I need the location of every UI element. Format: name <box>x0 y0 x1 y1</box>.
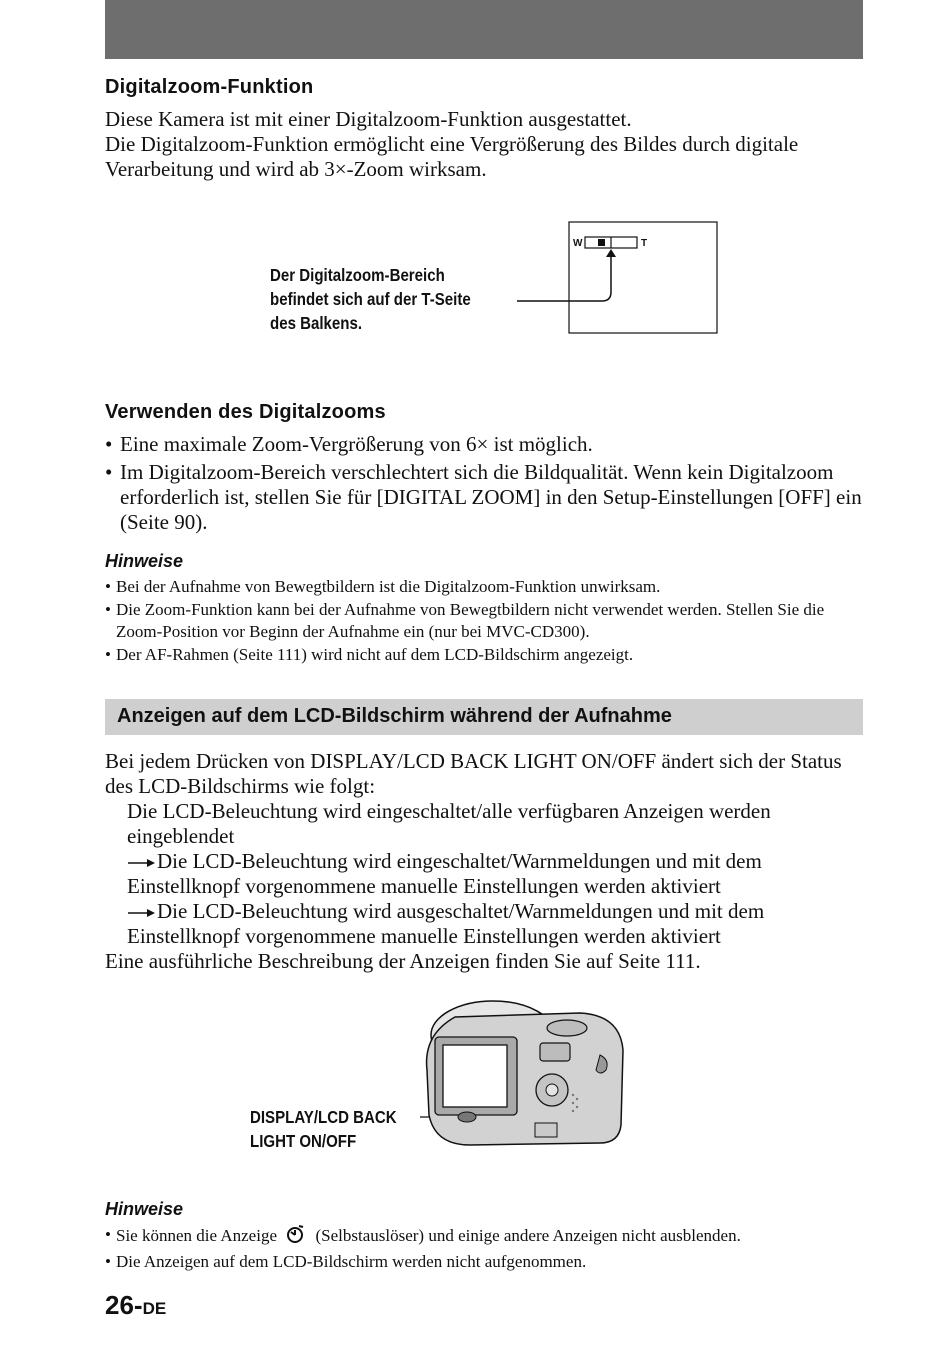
display-step-2 <box>105 849 865 899</box>
note-item: • Bei der Aufnahme von Bewegtbildern ist die Digitalzoom-Funktion unwirksam. <box>105 576 865 599</box>
note-item: • Die Anzeigen auf dem LCD-Bildschirm werden nicht aufgenommen. <box>105 1251 865 1274</box>
viewfinder <box>540 1043 570 1061</box>
section-band <box>105 699 863 735</box>
control-pad-center <box>546 1084 558 1096</box>
display-step-3 <box>105 899 865 949</box>
display-button-callout <box>250 1105 397 1153</box>
list-item: • Im Digitalzoom-Bereich verschlechtert sich die Bildqualität. Wenn kein Digitalzoom erforderlich ist, stellen Sie für [DIGITAL ZOOM] in den Setup-Einstellungen [OFF] ein (Seite 90). <box>105 460 865 535</box>
camera-illustration <box>415 995 630 1150</box>
notes-title: Hinweise <box>105 1199 184 1219</box>
arrow-right-icon <box>127 899 157 924</box>
outro-paragraph: Eine ausführliche Beschreibung der Anzeigen finden Sie auf Seite 111. <box>105 949 701 973</box>
section-heading-verwenden: Verwenden des Digitalzooms <box>105 401 386 423</box>
section-heading-lcd-anzeigen: Anzeigen auf dem LCD-Bildschirm während der Aufnahme <box>117 705 672 727</box>
self-timer-icon <box>285 1224 307 1251</box>
page-number-value: 26- <box>105 1290 143 1320</box>
step-text: Die LCD-Beleuchtung wird eingeschaltet/Warnmeldungen und mit dem Einstellknopf vorgenommene manuelle Einstellungen werden aktiviert <box>127 849 762 898</box>
language-code: DE <box>142 1299 167 1318</box>
paragraph-line: Die Digitalzoom-Funktion ermöglicht eine Vergrößerung des Bildes durch digitale <box>105 132 799 156</box>
zoom-w-label: W <box>573 238 583 249</box>
callout-line: befindet sich auf der T-Seite <box>270 289 471 309</box>
paragraph-line: Verarbeitung und wird ab 3×-Zoom wirksam. <box>105 157 487 181</box>
display-step-1: Die LCD-Beleuchtung wird eingeschaltet/alle verfügbaren Anzeigen werden eingeblendet <box>127 799 771 848</box>
lcd-display-description <box>105 749 865 974</box>
arrow-right-icon <box>127 849 157 874</box>
note-item: • Die Zoom-Funktion kann bei der Aufnahme von Bewegtbildern nicht verwendet werden. Stellen Sie die Zoom-Position vor Beginn der Aufnahme ein (nur bei MVC-CD300). <box>105 599 865 644</box>
lcd-screen <box>443 1045 507 1107</box>
digitalzoom-callout <box>270 263 471 335</box>
note-text: Sie können die Anzeige <box>116 1226 277 1245</box>
step-text: Die LCD-Beleuchtung wird ausgeschaltet/Warnmeldungen und mit dem Einstellknopf vorgenommene manuelle Einstellungen werden aktiviert <box>127 899 765 948</box>
notes-list <box>105 576 865 666</box>
digitalzoom-bullet-list <box>105 432 865 538</box>
card-door <box>535 1123 557 1137</box>
display-button <box>458 1112 476 1122</box>
note-text: (Selbstauslöser) und einige andere Anzeigen nicht ausblenden. <box>315 1226 741 1245</box>
page-number <box>105 1290 166 1321</box>
digitalzoom-description <box>105 107 865 182</box>
callout-line: Der Digitalzoom-Bereich <box>270 265 445 285</box>
intro-paragraph: Bei jedem Drücken von DISPLAY/LCD BACK LIGHT ON/OFF ändert sich der Status des LCD-Bildschirms wie folgt: <box>105 749 842 798</box>
list-item: • Eine maximale Zoom-Vergrößerung von 6× ist möglich. <box>105 432 865 457</box>
mode-dial <box>547 1020 587 1036</box>
zoom-bar-diagram <box>500 215 730 340</box>
callout-line: DISPLAY/LCD BACK <box>250 1107 397 1127</box>
section-heading-digitalzoom: Digitalzoom-Funktion <box>105 76 314 98</box>
header-bar <box>105 0 863 59</box>
notes-title: Hinweise <box>105 551 184 571</box>
callout-line: des Balkens. <box>270 313 363 333</box>
zoom-t-label: T <box>641 238 648 249</box>
zoom-bar-indicator <box>598 239 605 246</box>
callout-line: LIGHT ON/OFF <box>250 1131 357 1151</box>
paragraph-line: Diese Kamera ist mit einer Digitalzoom-Funktion ausgestattet. <box>105 107 632 131</box>
notes-list <box>105 1224 865 1273</box>
note-item <box>105 1224 865 1251</box>
note-item: • Der AF-Rahmen (Seite 111) wird nicht auf dem LCD-Bildschirm angezeigt. <box>105 644 865 667</box>
